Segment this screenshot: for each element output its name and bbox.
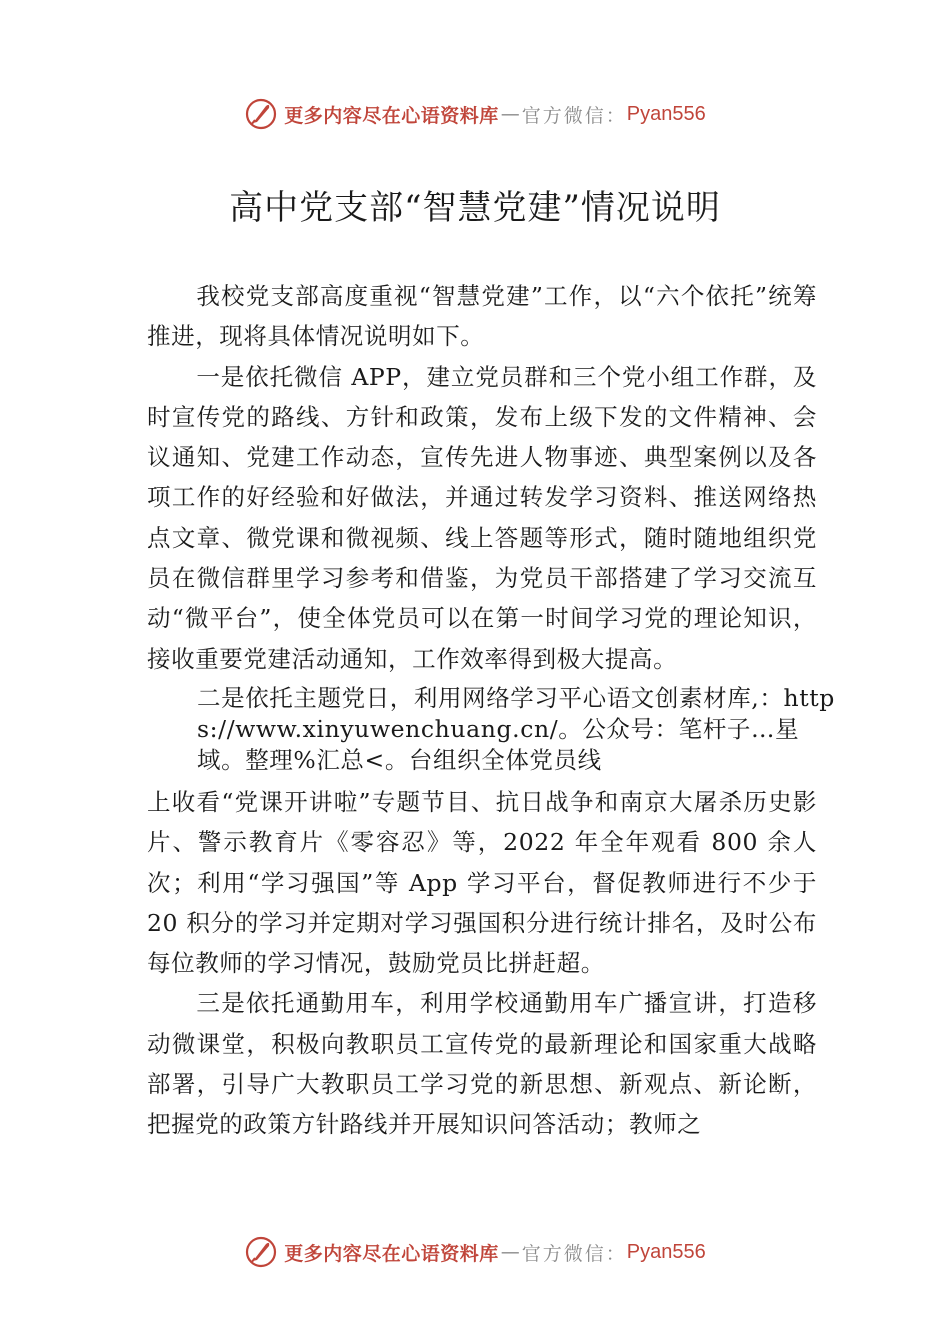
paragraph-intro: 我校党支部高度重视“智慧党建”工作，以“六个依托”统筹推进，现将具体情况说明如下。	[147, 282, 817, 351]
banner-brand-text: 更多内容尽在心语资料库	[284, 1242, 499, 1265]
banner-dash: —	[500, 103, 520, 125]
document-title: 高中党支部“智慧党建”情况说明	[229, 188, 721, 228]
paragraph-one: 一是依托微信 APP，建立党员群和三个党小组工作群，及时宣传党的路线、方针和政策，发布上级下发的文件精神、会议通知、党建工作动态，宣传先进人物事迹、典型案例以及各项工作的好经验和好做法，并通过转发学习资料、推送网络热点文章、微党课和微视频、线上答题等形式，随时随地组织党员在微信群里学习参考和借鉴，为党员干部搭建了学习交流互动“微平台”，使全体党员可以在第一时间学习党的理论知识，接收重要党建活动通知，工作效率得到极大提高。	[147, 362, 817, 673]
footer-banner	[0, 1230, 950, 1274]
quill-pen-icon	[244, 97, 278, 131]
banner-dash: —	[500, 1241, 520, 1263]
paragraph-two-continuation: 上收看“党课开讲啦”专题节目、抗日战争和南京大屠杀历史影片、警示教育片《零容忍》等，2022 年全年观看 800 余人次；利用“学习强国”等 App 学习平台，督促教师进行不少于 20 积分的学习并定期对学习强国积分进行统计排名，及时公布每位教师的学习情况，鼓励党员比拼赶超。	[147, 787, 817, 978]
paragraph-three: 三是依托通勤用车，利用学校通勤用车广播宣讲，打造移动微课堂，积极向教职员工宣传党的最新理论和国家重大战略部署，引导广大教职员工学习党的新思想、新观点、新论断，把握党的政策方针路线并开展知识问答活动；教师之	[147, 989, 817, 1139]
paragraph-two-inserted: 二是依托主题党日，利用网络学习平心语文创素材库,：https://www.xinyuwenchuang.cn/。公众号：笔杆子…星域。整理%汇总<。台组织全体党员线	[197, 683, 835, 774]
banner-wechat-id: Pyan556	[626, 102, 706, 125]
banner-wechat-id: Pyan556	[626, 1240, 706, 1263]
header-banner	[0, 92, 950, 136]
banner-wechat-label: 官方微信：	[521, 1242, 627, 1265]
document-body	[147, 276, 835, 1145]
quill-pen-icon	[244, 1235, 278, 1269]
banner-brand-text: 更多内容尽在心语资料库	[284, 104, 499, 127]
banner-wechat-label: 官方微信：	[521, 104, 627, 127]
